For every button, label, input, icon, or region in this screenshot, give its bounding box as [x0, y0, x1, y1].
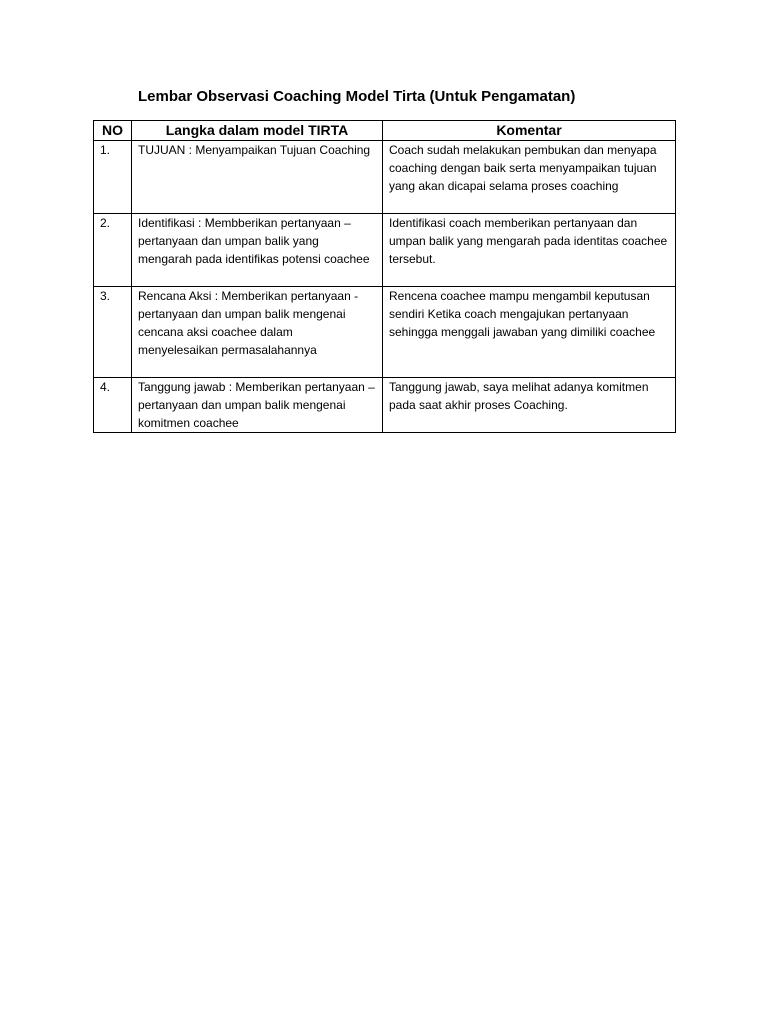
row-step: Rencana Aksi : Memberikan pertanyaan -pertanyaan dan umpan balik mengenai cencana aksi coachee dalam menyelesaikan permasalahannya [132, 287, 383, 378]
header-no: NO [94, 121, 132, 141]
header-comment: Komentar [383, 121, 676, 141]
row-step: TUJUAN : Menyampaikan Tujuan Coaching [132, 141, 383, 214]
row-comment: Coach sudah melakukan pembukan dan menyapa coaching dengan baik serta menyampaikan tujuan yang akan dicapai selama proses coaching [383, 141, 676, 214]
table-row [94, 141, 676, 214]
row-number: 3. [94, 287, 132, 378]
row-comment: Identifikasi coach memberikan pertanyaan dan umpan balik yang mengarah pada identitas coachee tersebut. [383, 214, 676, 287]
row-number: 1. [94, 141, 132, 214]
table-row [94, 287, 676, 378]
row-comment: Tanggung jawab, saya melihat adanya komitmen pada saat akhir proses Coaching. [383, 378, 676, 433]
row-step: Tanggung jawab : Memberikan pertanyaan – pertanyaan dan umpan balik mengenai komitmen coachee [132, 378, 383, 433]
row-comment: Rencena coachee mampu mengambil keputusan sendiri Ketika coach mengajukan pertanyaan sehingga menggali jawaban yang dimiliki coachee [383, 287, 676, 378]
document-title: Lembar Observasi Coaching Model Tirta (Untuk Pengamatan) [138, 88, 576, 105]
table-row [94, 214, 676, 287]
row-step: Identifikasi : Membberikan pertanyaan – pertanyaan dan umpan balik yang mengarah pada identifikas potensi coachee [132, 214, 383, 287]
header-step: Langka dalam model TIRTA [132, 121, 383, 141]
row-number: 2. [94, 214, 132, 287]
table-header [94, 121, 676, 141]
table-body [94, 141, 676, 433]
row-number: 4. [94, 378, 132, 433]
table-row [94, 378, 676, 433]
header-row [94, 121, 676, 141]
observation-table [93, 120, 676, 433]
